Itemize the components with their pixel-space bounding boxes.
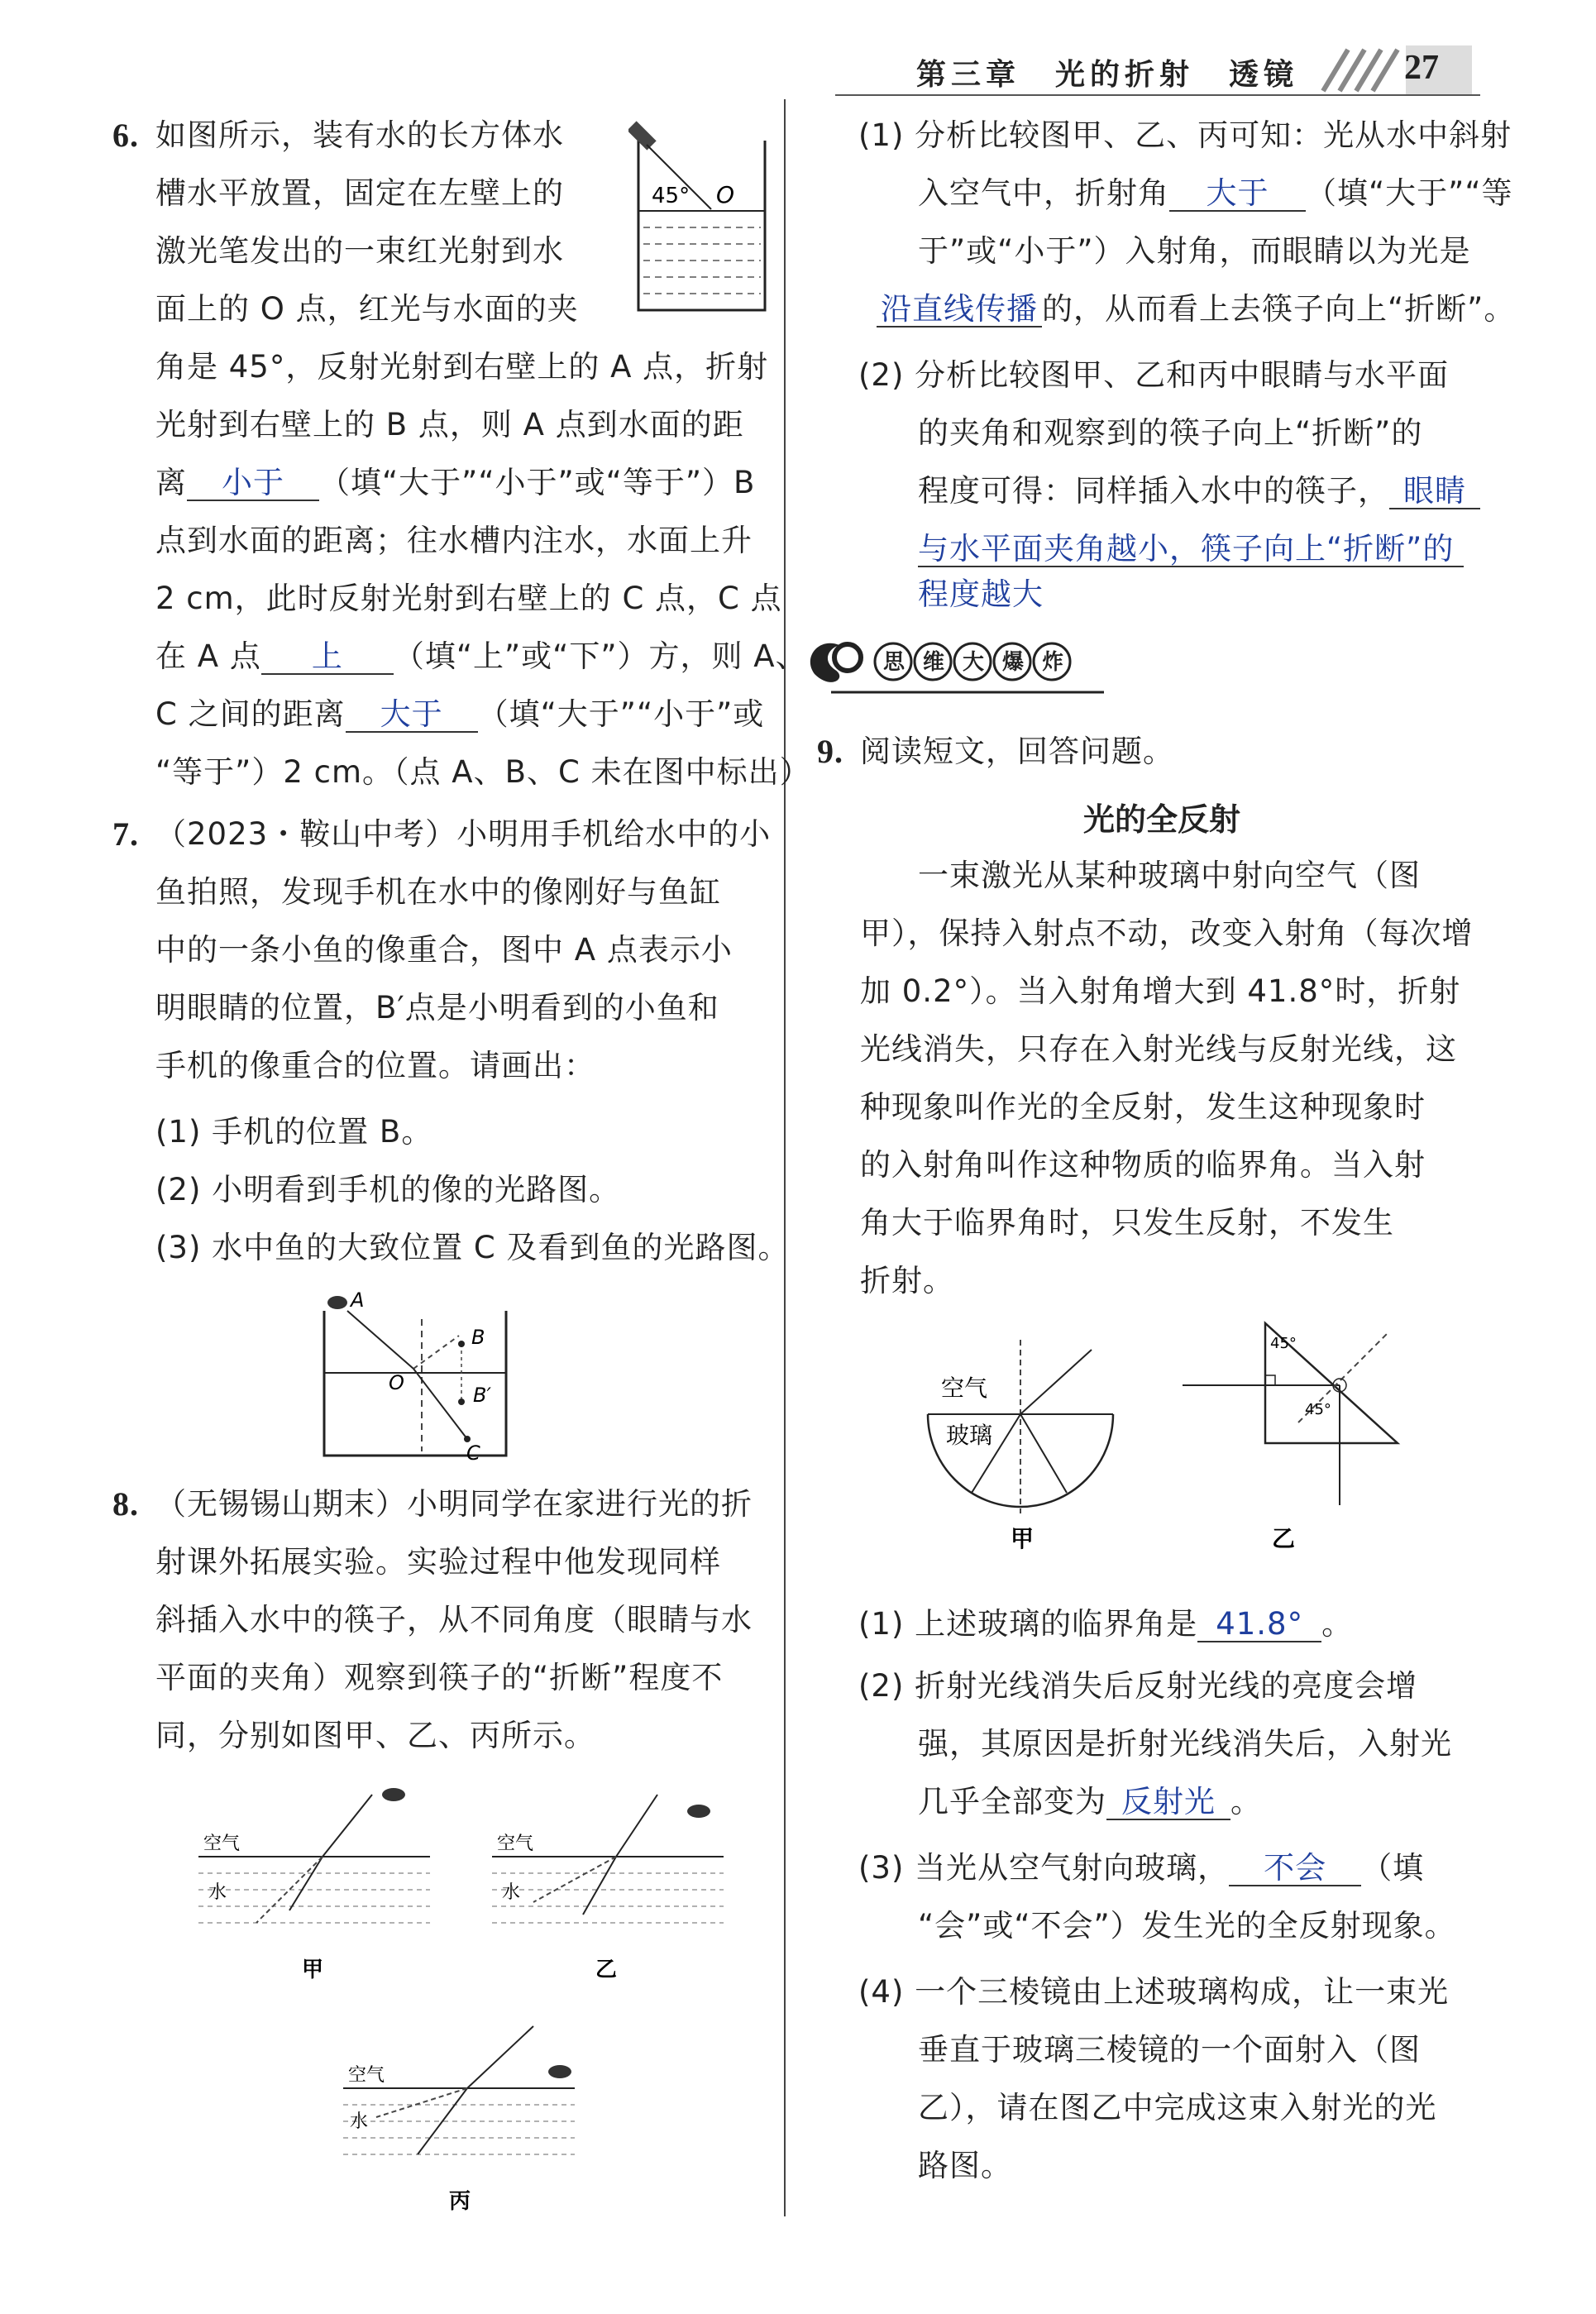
q8-figure-bing — [343, 2010, 591, 2225]
q7-label-O: O — [389, 1371, 404, 1394]
label-angle-2: 45° — [1305, 1401, 1331, 1418]
q7-label-A: A — [351, 1288, 365, 1312]
label-air: 空气 — [348, 2065, 385, 2086]
q8-answer-2[interactable]: 沿直线传播 — [881, 291, 1038, 327]
label-air: 空气 — [941, 1375, 988, 1402]
q8-line: 同，分别如图甲、乙、丙所示。 — [155, 1718, 595, 1753]
q8-line: 平面的夹角）观察到筷子的“折断”程度不 — [155, 1660, 724, 1695]
q6-answer-3[interactable]: 大于 — [380, 696, 443, 732]
q7-label-B: B — [471, 1326, 485, 1349]
q8-answer-3a[interactable]: 眼睛 — [1403, 473, 1466, 509]
q9-sub-1: (1) 上述玻璃的临界角是 41.8° 。 — [858, 1606, 1354, 1642]
q9-paragraph-line: 一束激光从某种玻璃中射向空气（图 — [918, 858, 1421, 893]
q9-number: 9. — [817, 733, 843, 770]
q9-sub-3: (3) 当光从空气射向玻璃， 不会 （填 — [858, 1850, 1425, 1886]
q9-paragraph-line: 的入射角叫作这种物质的临界角。当入射 — [860, 1147, 1426, 1183]
q7-label-C: C — [466, 1441, 480, 1465]
label-water: 水 — [208, 1882, 227, 1903]
label-air: 空气 — [497, 1834, 534, 1854]
q6-tank-figure — [628, 112, 777, 318]
q6-line: 光射到右壁上的 B 点，则 A 点到水面的距 — [155, 407, 744, 442]
q8-ans-p2-line3: 程度可得：同样插入水中的筷子， 眼睛 — [918, 471, 1480, 511]
q7-number: 7. — [112, 815, 139, 853]
eye-icon — [382, 1788, 405, 1801]
q9-paragraph-line: 加 0.2°）。当入射角增大到 41.8°时，折射 — [860, 973, 1461, 1009]
q9-sub-2: 强，其原因是折射光线消失后，入射光 — [918, 1726, 1452, 1762]
eye-icon — [687, 1805, 710, 1818]
q8-ans-p2-line4 — [918, 529, 1464, 569]
banner-text: 思维大爆炸 — [883, 650, 1082, 675]
q8-number: 8. — [112, 1485, 139, 1523]
q9-sub-4: 路图。 — [918, 2148, 1012, 2183]
q8-figure-jia — [198, 1778, 438, 1993]
q9-sub-4: 乙），请在图乙中完成这束入射光的光 — [918, 2090, 1437, 2125]
q9-sub-2: (2) 折射光线消失后反射光线的亮度会增 — [858, 1668, 1418, 1704]
q9-article-title: 光的全反射 — [1083, 801, 1241, 838]
q7-line: （2023・鞍山中考）小明用手机给水中的小 — [155, 816, 772, 852]
q6-answer-1[interactable]: 小于 — [222, 465, 284, 500]
q9-figure-jia — [926, 1332, 1125, 1555]
q9-sub-4: (4) 一个三棱镜由上述玻璃构成，让一束光 — [858, 1974, 1450, 2010]
q9-sub-3: “会”或“不会”）发生光的全反射现象。 — [918, 1908, 1456, 1943]
q7-label-Bprime: B′ — [473, 1384, 491, 1407]
q8-answer-1[interactable]: 大于 — [1206, 175, 1269, 211]
q8-ans-p1-line4: 沿直线传播 的，从而看上去筷子向上“折断”。 — [877, 289, 1515, 329]
q7-sub: (2) 小明看到手机的像的光路图。 — [155, 1172, 621, 1207]
q8-answer-3c[interactable]: 程度越大 — [918, 576, 1044, 612]
caption-jia: 甲 — [302, 1958, 324, 1982]
q9-answer-1[interactable]: 41.8° — [1216, 1606, 1304, 1642]
chapter-header: 第三章 光的折射 透镜 — [916, 58, 1299, 92]
q8-ans-p1-line2: 入空气中，折射角 大于 （填“大于”“等 — [918, 175, 1513, 211]
q8-ans-p2: (2) 分析比较图甲、乙和丙中眼睛与水平面 — [858, 357, 1450, 393]
q8-ans-p1: (1) 分析比较图甲、乙、丙可知：光从水中斜射 — [858, 117, 1512, 153]
q6-line: 激光笔发出的一束红光射到水 — [155, 233, 564, 269]
header-stripes — [1307, 45, 1472, 95]
label-angle-1: 45° — [1270, 1335, 1297, 1352]
q9-answer-2[interactable]: 反射光 — [1121, 1784, 1216, 1819]
q9-intro: 阅读短文，回答问题。 — [860, 734, 1174, 769]
label-water: 水 — [502, 1882, 521, 1903]
q6-line: 槽水平放置，固定在左壁上的 — [155, 175, 564, 211]
eye-icon — [327, 1296, 347, 1309]
q6-line: 2 cm，此时反射光射到右壁上的 C 点，C 点 — [155, 581, 782, 616]
q9-paragraph-line: 种现象叫作光的全反射，发生这种现象时 — [860, 1089, 1426, 1125]
q7-sub: (1) 手机的位置 B。 — [155, 1114, 433, 1150]
q9-paragraph-line: 折射。 — [860, 1263, 954, 1298]
q9-paragraph-line: 甲），保持入射点不动，改变入射角（每次增 — [860, 916, 1474, 951]
q6-angle-label: 45° — [652, 184, 690, 208]
q6-line: 点到水面的距离；往水槽内注水，水面上升 — [155, 523, 753, 558]
q8-figure-yi — [492, 1778, 732, 1993]
label-glass: 玻璃 — [946, 1422, 993, 1449]
header-rule — [835, 94, 1480, 96]
q9-sub-4: 垂直于玻璃三棱镜的一个面射入（图 — [918, 2032, 1421, 2068]
q7-line: 手机的像重合的位置。请画出： — [155, 1048, 595, 1083]
q7-sub: (3) 水中鱼的大致位置 C 及看到鱼的光路图。 — [155, 1230, 790, 1265]
caption-jia: 甲 — [1011, 1525, 1035, 1552]
label-water: 水 — [350, 2111, 369, 2132]
q6-line-10: 在 A 点 上 （填“上”或“下”）方，则 A、 — [155, 638, 807, 674]
q6-line: 如图所示，装有水的长方体水 — [155, 117, 564, 153]
q9-sub-2-line3: 几乎全部变为 反射光 。 — [918, 1784, 1262, 1819]
q8-answer-3b[interactable]: 与水平面夹角越小，筷子向上“折断”的 — [918, 531, 1455, 567]
caption-bing: 丙 — [449, 2189, 471, 2214]
q6-line-11: C 之间的距离 大于 （填“大于”“小于”或 — [155, 696, 765, 732]
q7-line: 鱼拍照，发现手机在水中的像刚好与鱼缸 — [155, 874, 721, 910]
q7-line: 中的一条小鱼的像重合，图中 A 点表示小 — [155, 932, 733, 968]
q9-figure-yi — [1174, 1315, 1414, 1555]
q6-line: 角是 45°，反射光射到右壁上的 A 点，折射 — [155, 349, 769, 385]
q8-line: 射课外拓展实验。实验过程中他发现同样 — [155, 1544, 721, 1580]
q7-line: 明眼睛的位置，B′点是小明看到的小鱼和 — [155, 990, 719, 1026]
q9-paragraph-line: 角大于临界角时，只发生反射，不发生 — [860, 1205, 1394, 1241]
q8-ans-p2: 的夹角和观察到的筷子向上“折断”的 — [918, 415, 1423, 451]
q6-number: 6. — [112, 117, 139, 154]
eye-icon — [548, 2065, 571, 2078]
q8-ans-p2-line5 — [918, 575, 1044, 614]
q9-answer-3[interactable]: 不会 — [1264, 1850, 1327, 1886]
caption-yi: 乙 — [595, 1958, 618, 1982]
q8-line: 斜插入水中的筷子，从不同角度（眼睛与水 — [155, 1602, 753, 1637]
q6-answer-2[interactable]: 上 — [311, 638, 343, 674]
q6-line: 面上的 O 点，红光与水面的夹 — [155, 291, 579, 327]
label-air: 空气 — [203, 1834, 241, 1854]
q8-line: （无锡锡山期末）小明同学在家进行光的折 — [155, 1486, 753, 1522]
q7-fish-tank-figure — [314, 1286, 513, 1468]
column-divider — [784, 99, 786, 2216]
q6-line: “等于”）2 cm。（点 A、B、C 未在图中标出） — [155, 754, 811, 790]
q9-paragraph-line: 光线消失，只存在入射光线与反射光线，这 — [860, 1031, 1457, 1067]
q8-ans-p1: 于”或“小于”）入射角，而眼睛以为光是 — [918, 233, 1471, 269]
q6-point-label: O — [716, 181, 735, 208]
q6-line-7: 离 小于 （填“大于”“小于”或“等于”）B — [155, 465, 756, 500]
caption-yi: 乙 — [1272, 1525, 1296, 1552]
page-number: 27 — [1404, 49, 1439, 87]
